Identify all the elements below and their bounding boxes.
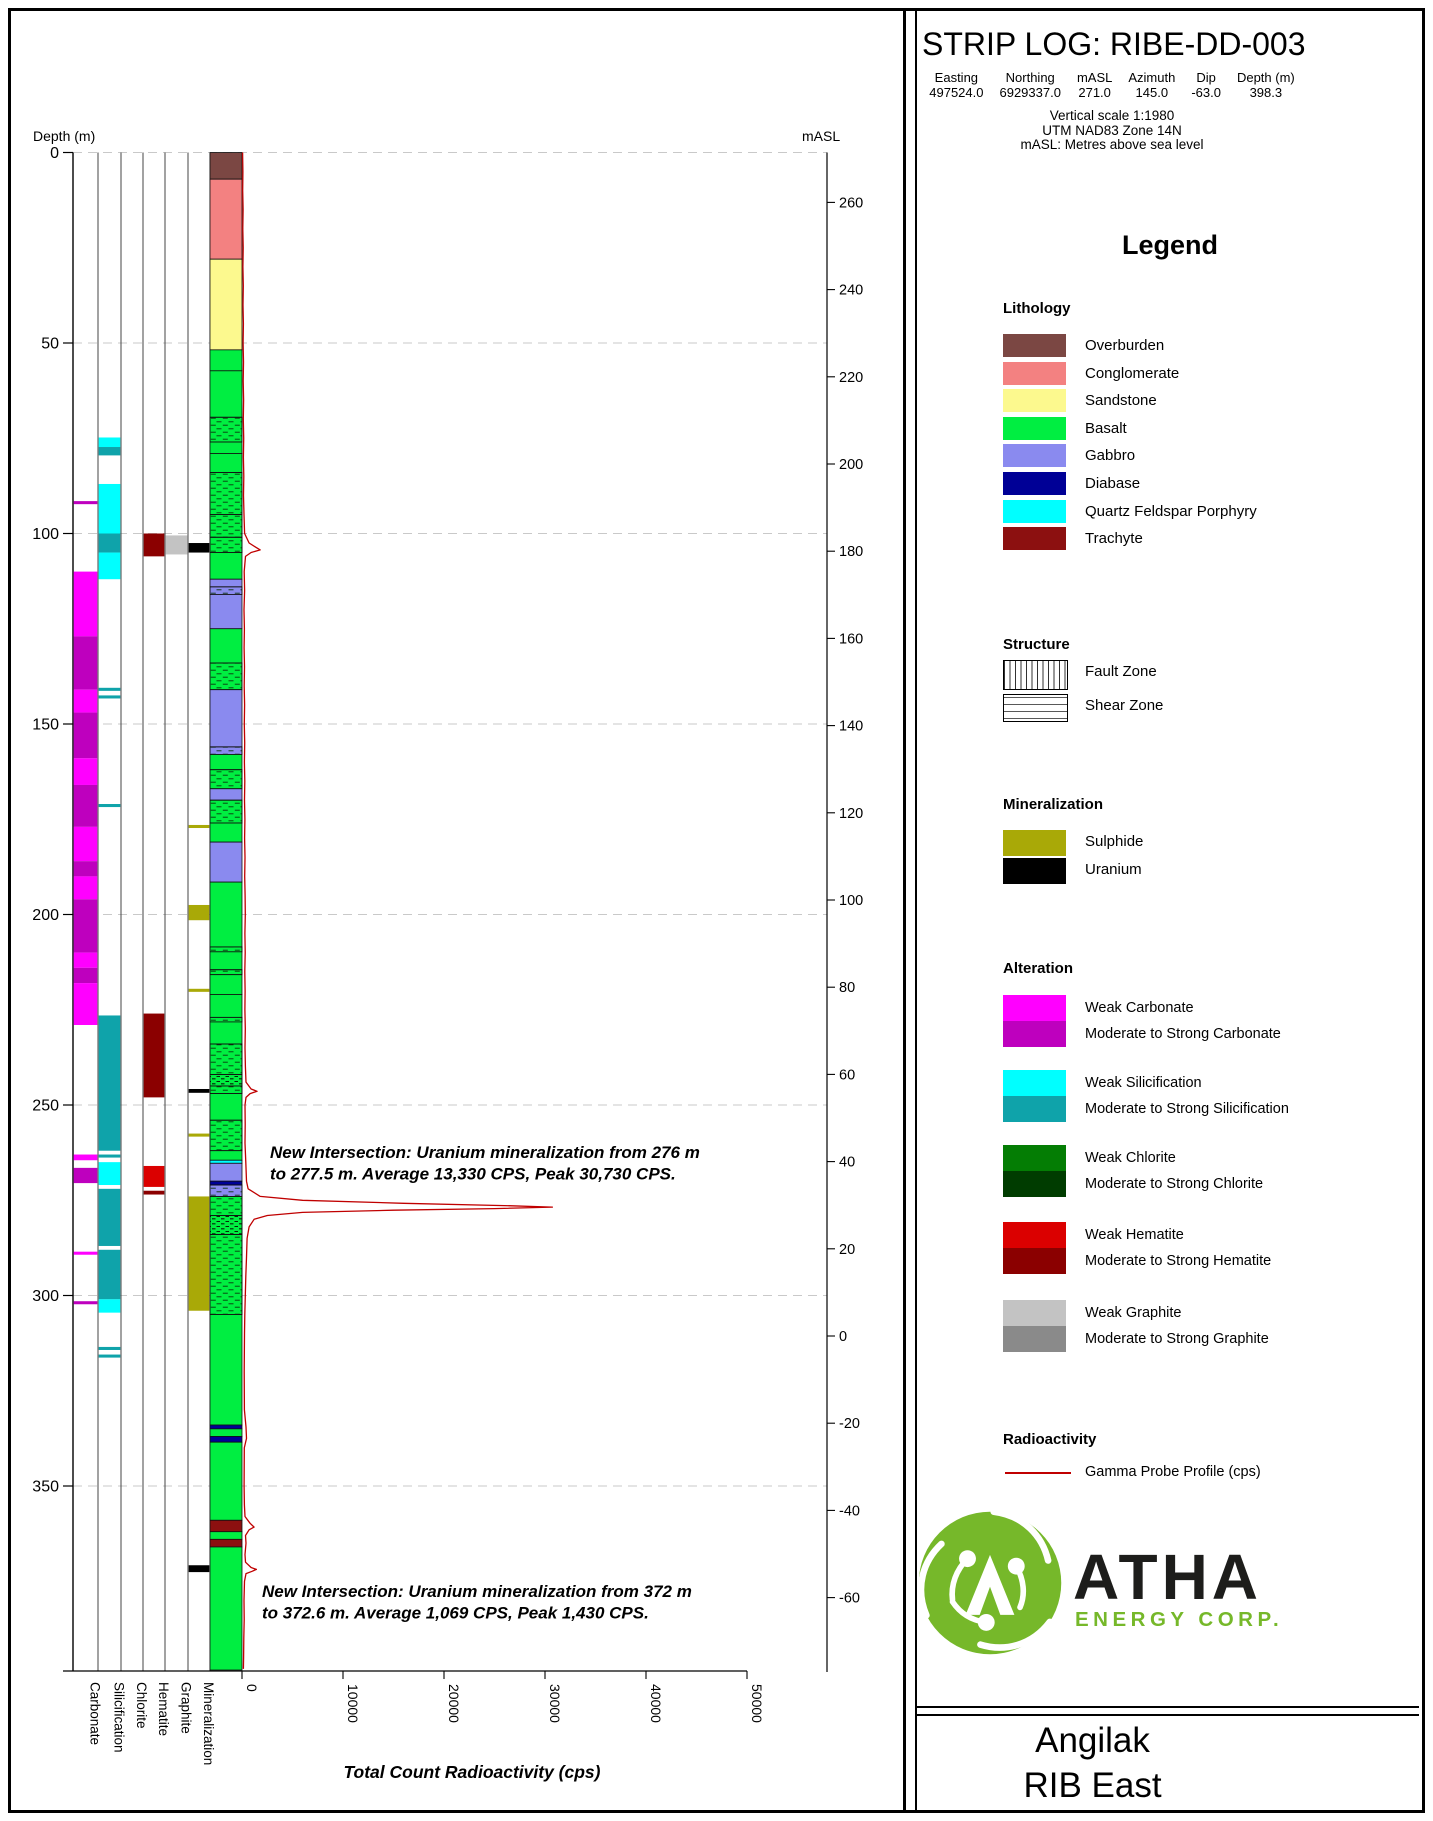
strong-swatch [1003,1021,1066,1047]
shear-zone-overlay [210,1196,242,1215]
strong-swatch [1003,1096,1066,1122]
shear-zone-overlay [210,747,242,755]
shear-zone-overlay [210,417,242,442]
weak-label: Weak Graphite [1085,1305,1182,1321]
alteration-band-silicification [99,688,121,691]
alteration-band-carbonate [74,861,98,876]
gamma-tick-label: 30000 [547,1684,563,1723]
masl-tick-label: 240 [839,282,864,299]
masl-tick-label: 40 [839,1154,856,1171]
lithology-basalt [210,1532,242,1540]
weak-label: Weak Hematite [1085,1227,1184,1243]
lithology-basalt [210,1429,242,1437]
depth-tick-label: 200 [32,907,59,924]
lithology-gabbro [210,690,242,747]
brand-name: ATHA [1073,1541,1262,1613]
fault-pattern-swatch [1003,660,1068,690]
alteration-band-silicification [99,484,121,534]
legend-section-heading: Lithology [1003,300,1071,317]
shear-pattern-swatch [1003,694,1068,722]
gamma-tick-label: 20000 [446,1684,462,1723]
alteration-band-carbonate [74,785,98,827]
lithology-basalt [210,371,242,417]
alteration-band-carbonate [74,501,98,504]
lithology-qfp [210,1160,242,1163]
lithology-basalt [210,350,242,371]
alteration-band-carbonate [74,1301,98,1304]
alteration-band-silicification [99,437,121,447]
masl-tick-label: 160 [839,631,864,648]
alteration-band-silicification [99,1250,121,1300]
shear-zone-overlay [210,514,242,537]
alteration-band-silicification [99,1189,121,1246]
masl-tick-label: -60 [839,1590,860,1607]
lithology-gabbro [210,594,242,628]
depth-tick-label: 0 [50,145,59,162]
gamma-tick-label: 10000 [345,1684,361,1723]
alteration-band-carbonate [74,636,98,689]
lithology-basalt [210,1094,242,1121]
masl-tick-label: 200 [839,457,864,473]
shear-zone-overlay [210,473,242,515]
masl-tick-label: 20 [839,1241,856,1258]
alteration-band-silicification [99,1155,121,1158]
gamma-tick-label: 40000 [648,1684,664,1723]
alteration-band-graphite [166,535,188,554]
brand-subtitle: ENERGY CORP. [1075,1608,1284,1631]
lithology-swatch [1003,389,1066,412]
lithology-basalt [210,975,242,995]
project-footer [920,1718,1265,1808]
lithology-gabbro [210,1163,242,1181]
alteration-legend-group [1003,1222,1423,1274]
legend-section-heading: Alteration [1003,960,1074,977]
lithology-basalt [210,754,242,769]
weak-label: Weak Chlorite [1085,1150,1176,1166]
lithology-swatch [1003,334,1066,357]
lithology-overburden [210,153,242,180]
strong-swatch [1003,1171,1066,1197]
alteration-band-carbonate [74,968,98,983]
alteration-band-carbonate [74,1155,98,1161]
column-label-chlorite: Chlorite [134,1682,149,1729]
shear-zone-overlay [210,537,242,552]
meta-field: Dip -63.0 [1191,70,1221,100]
lithology-basalt [210,1151,242,1161]
fault-zone-overlay [210,1075,242,1086]
alteration-band-silicification [99,695,121,698]
shear-zone-overlay [210,1086,242,1094]
legend-section-heading: Radioactivity [1003,1431,1097,1448]
shear-zone-overlay [210,663,242,690]
meta-field: Depth (m) 398.3 [1236,70,1295,100]
strong-swatch [1003,1326,1066,1352]
meta-field: mASL 271.0 [1076,70,1113,100]
sulphide-band [189,825,210,828]
collar-metadata [922,70,1302,100]
meta-field: Easting 497524.0 [929,70,984,100]
weak-swatch [1003,995,1066,1021]
column-label-mineralization: Mineralization [201,1682,216,1766]
shear-zone-overlay [210,1017,242,1022]
footer-divider [917,1706,1419,1708]
lithology-basalt [210,995,242,1018]
scale-note: UTM NAD83 Zone 14N [1042,122,1182,138]
alteration-band-silicification [99,1162,121,1185]
weak-swatch [1003,1145,1066,1171]
lithology-swatch [1003,472,1066,495]
lithology-sandstone [210,259,242,350]
lithology-basalt [210,1022,242,1044]
strong-label: Moderate to Strong Graphite [1085,1331,1269,1347]
masl-tick-label: 220 [839,369,864,386]
lithology-basalt [210,629,242,663]
weak-swatch [1003,1070,1066,1096]
weak-swatch [1003,1222,1066,1248]
lithology-trachyte [210,1539,242,1547]
masl-tick-label: 0 [839,1329,848,1345]
masl-tick-label: 60 [839,1067,856,1084]
lithology-swatch [1003,417,1066,440]
legend-section-heading: Mineralization [1003,796,1104,813]
sulphide-band [189,989,210,992]
alteration-band-silicification [99,553,121,580]
scale-note: Vertical scale 1:1980 [1049,108,1175,123]
lithology-swatch [1003,527,1066,550]
uranium-band [189,543,210,553]
depth-tick-label: 250 [32,1097,59,1115]
lithology-basalt [210,823,242,842]
weak-label: Weak Carbonate [1085,1000,1194,1016]
masl-tick-label: 180 [839,544,864,561]
column-label-silicification: Silicification [111,1682,127,1753]
depth-tick-label: 350 [32,1478,59,1496]
meta-field: Azimuth 145.0 [1128,70,1176,100]
fault-zone-overlay [210,1215,242,1234]
masl-axis-title: mASL [802,128,841,144]
mineralization-swatch [1003,858,1066,884]
legend-heading: Legend [1121,230,1218,260]
alteration-band-silicification [99,1299,121,1312]
alteration-legend-group [1003,1145,1423,1197]
shear-zone-overlay [210,947,242,952]
uranium-band [189,1565,210,1572]
weak-label: Weak Silicification [1085,1075,1202,1091]
lithology-swatch [1003,444,1066,467]
alteration-legend-group [1003,1300,1423,1352]
lithology-gabbro [210,842,242,882]
masl-tick-label: -40 [839,1503,860,1520]
lithology-trachyte [210,1520,242,1531]
shear-zone-overlay [210,1185,242,1196]
shear-zone-overlay [210,1044,242,1074]
shear-zone-overlay [210,587,242,595]
alteration-band-silicification [99,804,121,807]
legend-section-heading: Structure [1003,636,1070,653]
intersection-annotation: New Intersection: Uranium mineralization from 276 m [270,1143,700,1162]
alteration-band-carbonate [74,827,98,861]
shear-zone-overlay [210,1235,242,1315]
alteration-band-hematite [144,1014,165,1098]
masl-tick-label: 80 [839,980,856,997]
header [922,26,1306,153]
sulphide-band [189,1196,210,1310]
alteration-legend-group [1003,995,1423,1047]
lithology-basalt [210,1442,242,1520]
lithology-gabbro [210,789,242,800]
scale-note: mASL: Metres above sea level [1020,137,1204,152]
alteration-band-carbonate [74,953,98,968]
gamma-line-sample [1005,1472,1071,1474]
shear-zone-overlay [210,970,242,975]
sulphide-band [189,905,210,920]
lithology-basalt [210,553,242,580]
gamma-axis-title: Total Count Radioactivity (cps) [343,1762,601,1782]
lithology-basalt [210,442,242,453]
weak-swatch [1003,1300,1066,1326]
alteration-band-carbonate [74,572,98,637]
column-label-carbonate: Carbonate [87,1682,103,1746]
masl-tick-label: -20 [839,1416,860,1433]
shear-zone-overlay [210,800,242,823]
alteration-band-silicification [99,534,121,553]
intersection-annotation: New Intersection: Uranium mineralization from 372 m [262,1582,692,1601]
sulphide-band [189,1134,210,1137]
depth-tick-label: 300 [32,1288,59,1305]
lithology-gabbro [210,579,242,587]
alteration-legend-group [1003,1070,1423,1122]
alteration-band-hematite [144,534,165,557]
gamma-tick-label: 50000 [749,1684,765,1723]
intersection-annotation: to 372.6 m. Average 1,069 CPS, Peak 1,430 CPS. [262,1603,649,1623]
company-logo [915,1508,1425,1678]
mineralization-swatch [1003,830,1066,856]
depth-axis-title: Depth (m) [33,128,96,144]
depth-tick-label: 150 [32,716,59,734]
lithology-basalt [210,453,242,472]
lithology-basalt [210,1315,242,1425]
masl-tick-label: 140 [839,718,864,735]
lithology-diabase [210,1425,242,1429]
meta-field: Northing 6929337.0 [999,70,1061,100]
uranium-band [189,1089,210,1093]
page-title: STRIP LOG: RIBE-DD-003 [922,26,1306,62]
scale-notes [922,109,1302,153]
strong-label: Moderate to Strong Carbonate [1085,1026,1281,1042]
alteration-band-silicification [99,447,121,455]
shear-zone-overlay [210,770,242,789]
alteration-band-silicification [99,1355,121,1358]
masl-tick-label: 100 [839,893,864,909]
lithology-basalt [210,882,242,947]
footer-divider-inner [917,1714,1419,1716]
shear-zone-overlay [210,1120,242,1150]
lithology-diabase [210,1436,242,1442]
area-name: RIB East [1023,1766,1162,1805]
column-label-graphite: Graphite [178,1682,194,1734]
lithology-swatch [1003,500,1066,523]
atha-logo-icon [915,1508,1065,1658]
lithology-basalt [210,952,242,970]
alteration-band-hematite [144,1166,165,1187]
lithology-basalt [210,1547,242,1670]
alteration-band-carbonate [74,876,98,899]
alteration-band-carbonate [74,899,98,952]
lithology-swatch [1003,362,1066,385]
alteration-band-carbonate [74,1252,98,1255]
strong-label: Moderate to Strong Hematite [1085,1253,1272,1269]
depth-tick-label: 50 [41,335,59,353]
strong-swatch [1003,1248,1066,1274]
alteration-band-silicification [99,1347,121,1350]
alteration-band-carbonate [74,713,98,759]
strong-label: Moderate to Strong Chlorite [1085,1176,1264,1192]
gamma-profile [243,153,553,1669]
alteration-band-hematite [144,1191,165,1195]
masl-tick-label: 260 [839,195,864,212]
intersection-annotation: to 277.5 m. Average 13,330 CPS, Peak 30,730 CPS. [270,1164,676,1184]
gamma-line-label: Gamma Probe Profile (cps) [1085,1464,1261,1480]
alteration-band-carbonate [74,1168,98,1183]
project-name: Angilak [1035,1721,1150,1760]
alteration-band-carbonate [74,758,98,785]
alteration-band-silicification [99,1015,121,1150]
lithology-conglomerate [210,179,242,259]
masl-tick-label: 120 [839,805,864,822]
alteration-band-carbonate [74,690,98,713]
strong-label: Moderate to Strong Silicification [1085,1101,1289,1117]
alteration-band-carbonate [74,983,98,1025]
depth-tick-label: 100 [32,526,59,543]
lithology-diabase [210,1181,242,1185]
gamma-tick-label: 0 [244,1684,260,1692]
column-label-hematite: Hematite [156,1682,171,1737]
